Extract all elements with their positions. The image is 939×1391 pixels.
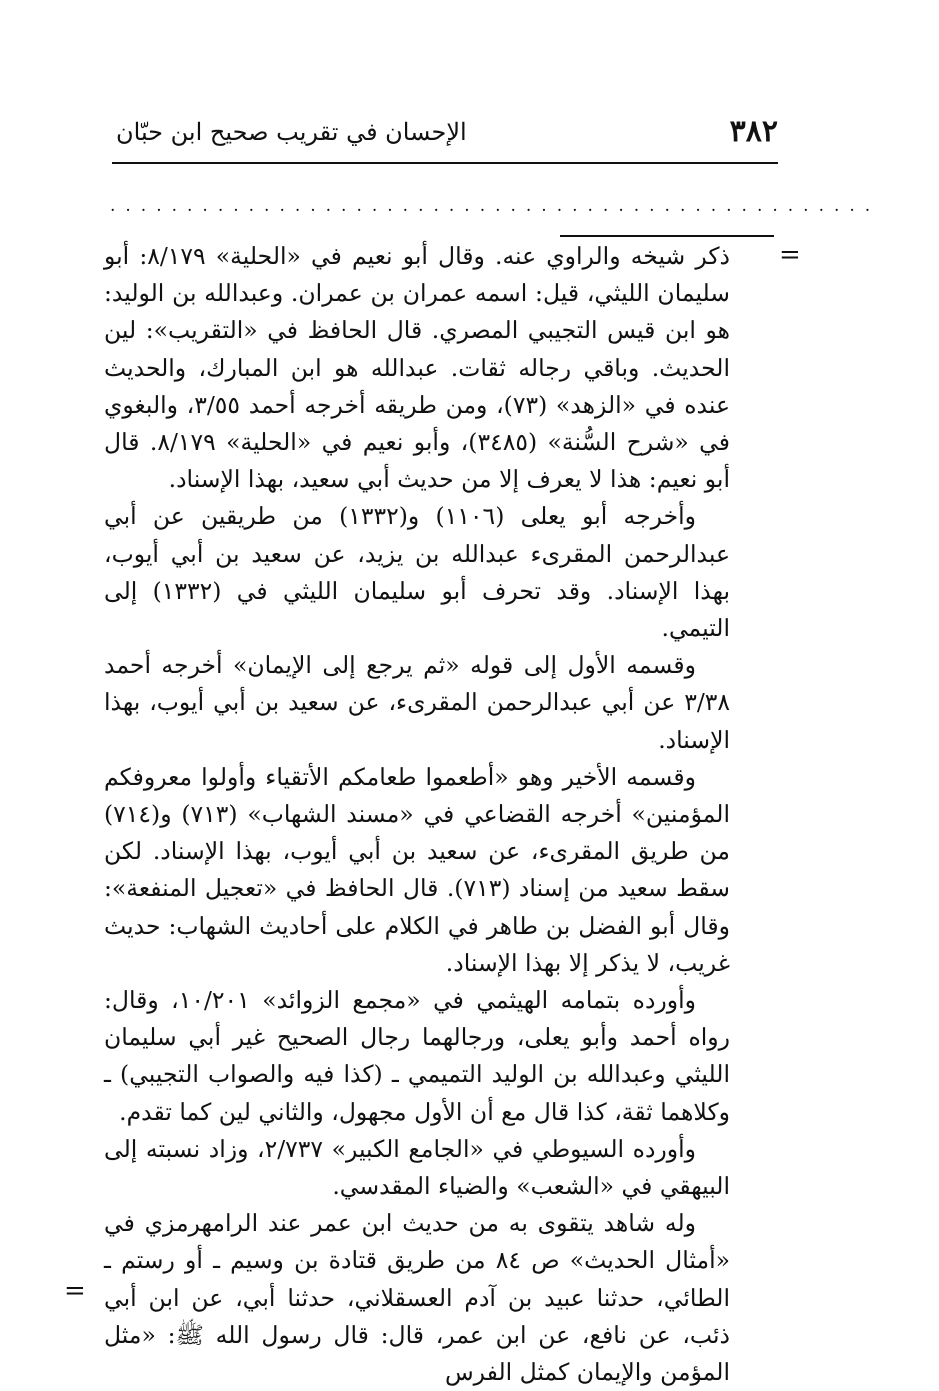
footnote-paragraph-3: وقسمه الأول إلى قوله «ثم يرجع إلى الإيمان» أخرجه أحمد ٣/٣٨ عن أبي عبدالرحمن المقرىء، عن سعيد بن أبي أيوب، بهذا الإسناد. [104, 651, 730, 754]
footnote-paragraph-4: وقسمه الأخير وهو «أطعموا طعامكم الأتقياء وأولوا معروفكم المؤمنين» أخرجه القضاعي في «مسند الشهاب» (٧١٣) و(٧١٤) من طريق المقرىء، عن سعيد بن أبي أيوب، بهذا الإسناد. لكن سقط سعيد من إسناد (٧١٣). قال الحافظ في «تعجيل المنفعة»: وقال أبو الفضل بن طاهر في الكلام على أحاديث الشهاب: حديث غريب، لا يذكر إلا بهذا الإسناد. [104, 762, 730, 977]
footnote-paragraph-5: وأورده بتمامه الهيثمي في «مجمع الزوائد» ١٠/٢٠١، وقال: رواه أحمد وأبو يعلى، ورجالهما رجال الصحيح غير أبي سليمان الليثي وعبدالله بن الوليد التميمي ـ (كذا فيه والصواب التجيبي) ـ وكلاهما ثقة، كذا قال مع أن الأول مجهول، والثاني لين كما تقدم. [104, 986, 730, 1126]
footnote-paragraph-2: وأخرجه أبو يعلى (١١٠٦) و(١٣٣٢) من طريقين عن أبي عبدالرحمن المقرىء عبدالله بن يزيد، عن سعيد بن أبي أيوب، بهذا الإسناد. وقد تحرف أبو سليمان الليثي في (١٣٣٢) إلى التيمي. [104, 502, 731, 643]
continuation-mark-end: = [64, 1276, 86, 1306]
page-header [112, 112, 778, 160]
footnote-body [104, 238, 730, 1391]
continuation-mark: = [779, 240, 801, 270]
dotted-separator: .................................................. [110, 196, 881, 216]
footnote-paragraph-1: ذكر شيخه والراوي عنه. وقال أبو نعيم في «الحلية» ٨/١٧٩: أبو سليمان الليثي، قيل: اسمه عمران بن عمران. وعبدالله بن الوليد: هو ابن قيس التجيبي المصري. قال الحافظ في «التقريب»: لين الحديث. وباقي رجاله ثقات. عبدالله هو ابن المبارك، والحديث عنده في «الزهد» (٧٣)، ومن طريقه أخرجه أحمد ٣/٥٥، والبغوي في «شرح السُّنة» (٣٤٨٥)، وأبو نعيم في «الحلية» ٨/١٧٩. قال أبو نعيم: هذا لا يعرف إلا من حديث أبي سعيد، بهذا الإسناد. [104, 242, 730, 494]
header-rule [112, 162, 778, 164]
running-title: الإحسان في تقريب صحيح ابن حبّان [116, 118, 467, 146]
footnote-paragraph-6: وأورده السيوطي في «الجامع الكبير» ٢/٧٣٧، وزاد نسبته إلى البيهقي في «الشعب» والضياء المقدسي. [104, 1134, 730, 1201]
footnote-paragraph-7: وله شاهد يتقوى به من حديث ابن عمر عند الرامهرمزي في «أمثال الحديث» ص ٨٤ من طريق قتادة بن وسيم ـ أو رستم ـ الطائي، حدثنا عبيد بن آدم العسقلاني، حدثنا أبي، عن ابن أبي ذئب، عن نافع، عن ابن عمر، قال: قال رسول الله ﷺ: «مثل المؤمن والإيمان كمثل الفرس [104, 1209, 730, 1387]
page-number: ٣٨٢ [729, 114, 778, 149]
footnote-rule [560, 235, 774, 237]
